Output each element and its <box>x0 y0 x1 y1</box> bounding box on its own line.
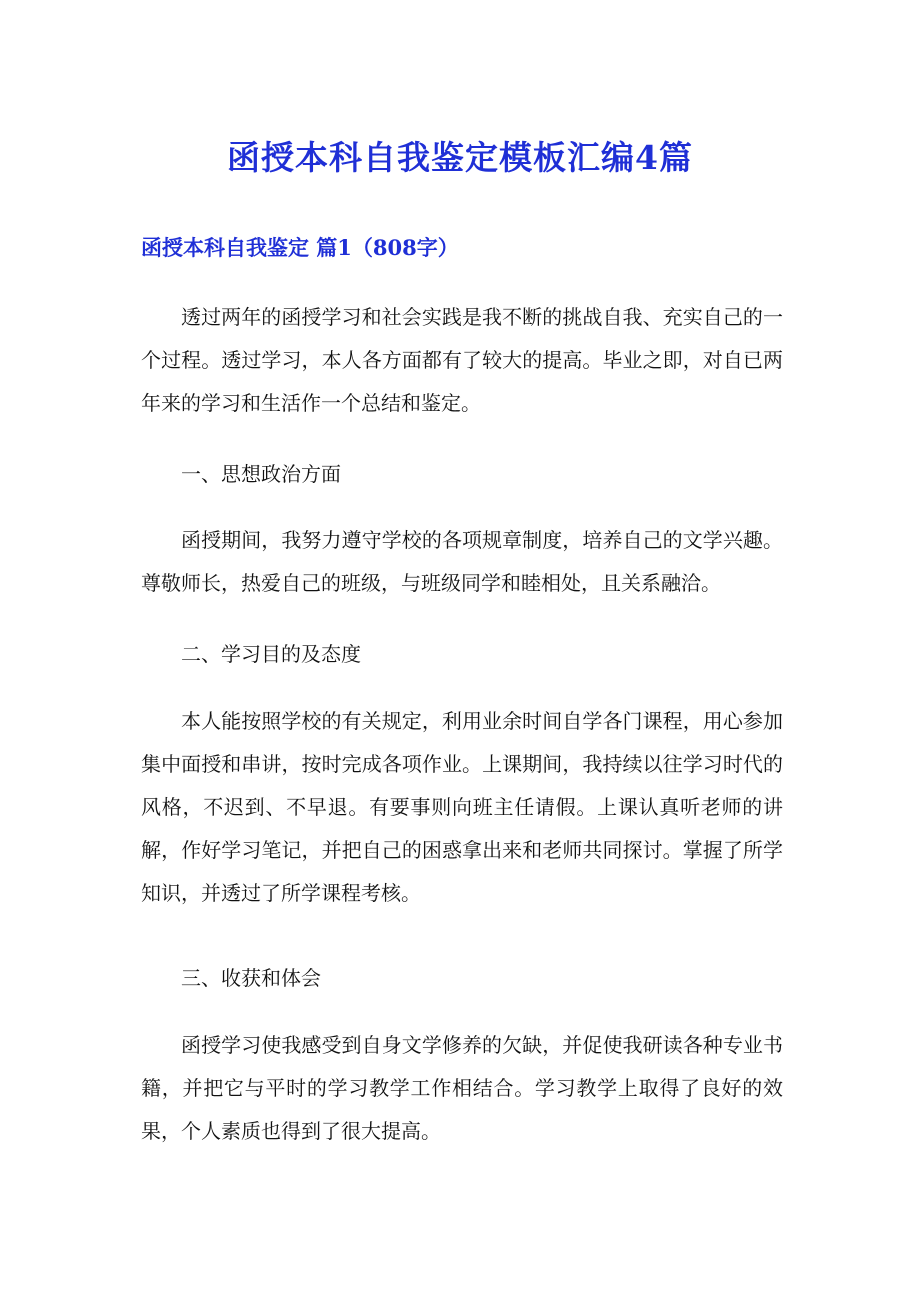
section-heading: 函授本科自我鉴定 篇1（808字） <box>141 235 459 260</box>
subheading-politics: 一、思想政治方面 <box>181 462 341 486</box>
document-title: 函授本科自我鉴定模板汇编4篇 <box>227 138 693 177</box>
subheading-study-attitude: 二、学习目的及态度 <box>181 642 361 666</box>
paragraph-politics: 函授期间，我努力遵守学校的各项规章制度，培养自己的文学兴趣。尊敬师长，热爱自己的班级，与班级同学和睦相处，且关系融洽。 <box>141 528 783 595</box>
subheading-gains: 三、收获和体会 <box>181 966 321 990</box>
paragraph-study-attitude: 本人能按照学校的有关规定，利用业余时间自学各门课程，用心参加集中面授和串讲，按时完成各项作业。上课期间，我持续以往学习时代的风格，不迟到、不早退。有要事则向班主任请假。上课认真听老师的讲解，作好学习笔记，并把自己的困惑拿出来和老师共同探讨。掌握了所学知识，并透过了所学课程考核。 <box>141 709 783 905</box>
paragraph-gains: 函授学习使我感受到自身文学修养的欠缺，并促使我研读各种专业书籍，并把它与平时的学习教学工作相结合。学习教学上取得了良好的效果，个人素质也得到了很大提高。 <box>141 1033 783 1143</box>
paragraph-intro: 透过两年的函授学习和社会实践是我不断的挑战自我、充实自己的一个过程。透过学习，本人各方面都有了较大的提高。毕业之即，对自已两年来的学习和生活作一个总结和鉴定。 <box>141 305 783 415</box>
